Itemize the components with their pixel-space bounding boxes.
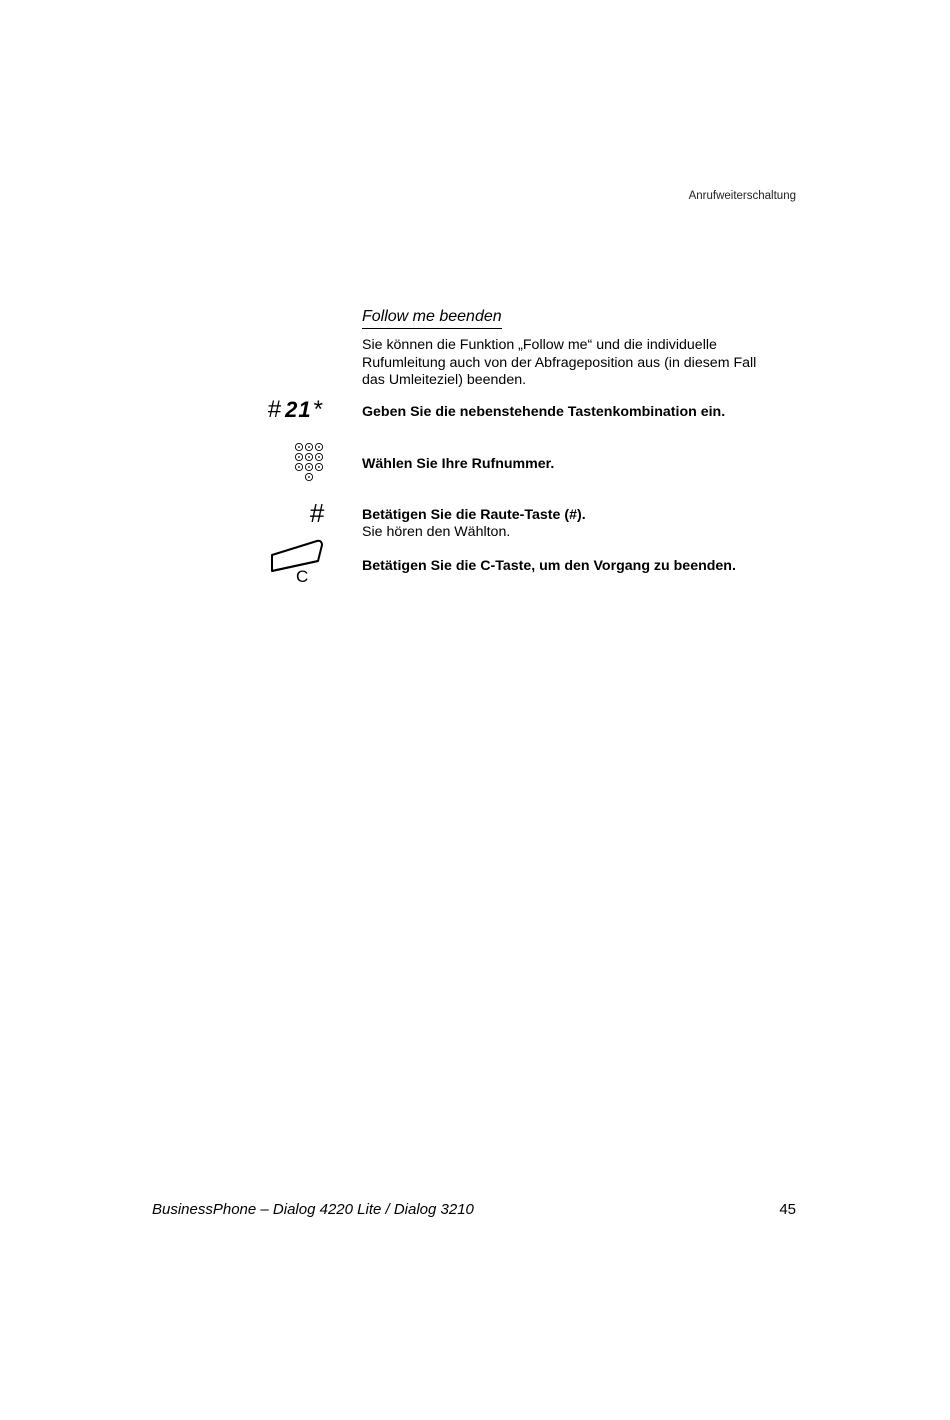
intro-line: Sie können die Funktion „Follow me“ und die individuelle xyxy=(362,337,717,353)
c-key-label: C xyxy=(296,567,309,585)
step-4-instruction: Betätigen Sie die C-Taste, um den Vorgang zu beenden. xyxy=(362,558,736,574)
star-symbol: * xyxy=(313,396,324,423)
section-title: Follow me beenden xyxy=(362,308,502,329)
intro-line: das Umleiteziel) beenden. xyxy=(362,372,527,388)
c-key-icon xyxy=(268,537,328,590)
key-digits: 21 xyxy=(285,397,312,422)
step-instruction xyxy=(362,404,725,421)
key-sequence-icon xyxy=(268,396,324,424)
running-header: Anrufweiterschaltung xyxy=(688,190,796,202)
step-3-instruction: Betätigen Sie die Raute-Taste (#). xyxy=(362,507,586,523)
intro-line: Rufumleitung auch von der Abfrageposition aus (in diesem Fall xyxy=(362,354,757,371)
step-3-note: Sie hören den Wählton. xyxy=(362,524,511,540)
step-instruction xyxy=(362,507,586,541)
hash-key-icon: # xyxy=(309,498,324,528)
step-instruction xyxy=(362,558,736,575)
intro-paragraph xyxy=(362,337,782,390)
page-number: 45 xyxy=(779,1201,796,1218)
footer-product-title: BusinessPhone – Dialog 4220 Lite / Dialog 3210 xyxy=(152,1201,474,1218)
step-1-instruction: Geben Sie die nebenstehende Tastenkombination ein. xyxy=(362,404,726,420)
step-instruction xyxy=(362,456,554,473)
keypad-icon xyxy=(294,442,326,489)
step-2-instruction: Wählen Sie Ihre Rufnummer. xyxy=(362,456,555,472)
hash-symbol: # xyxy=(267,396,283,423)
